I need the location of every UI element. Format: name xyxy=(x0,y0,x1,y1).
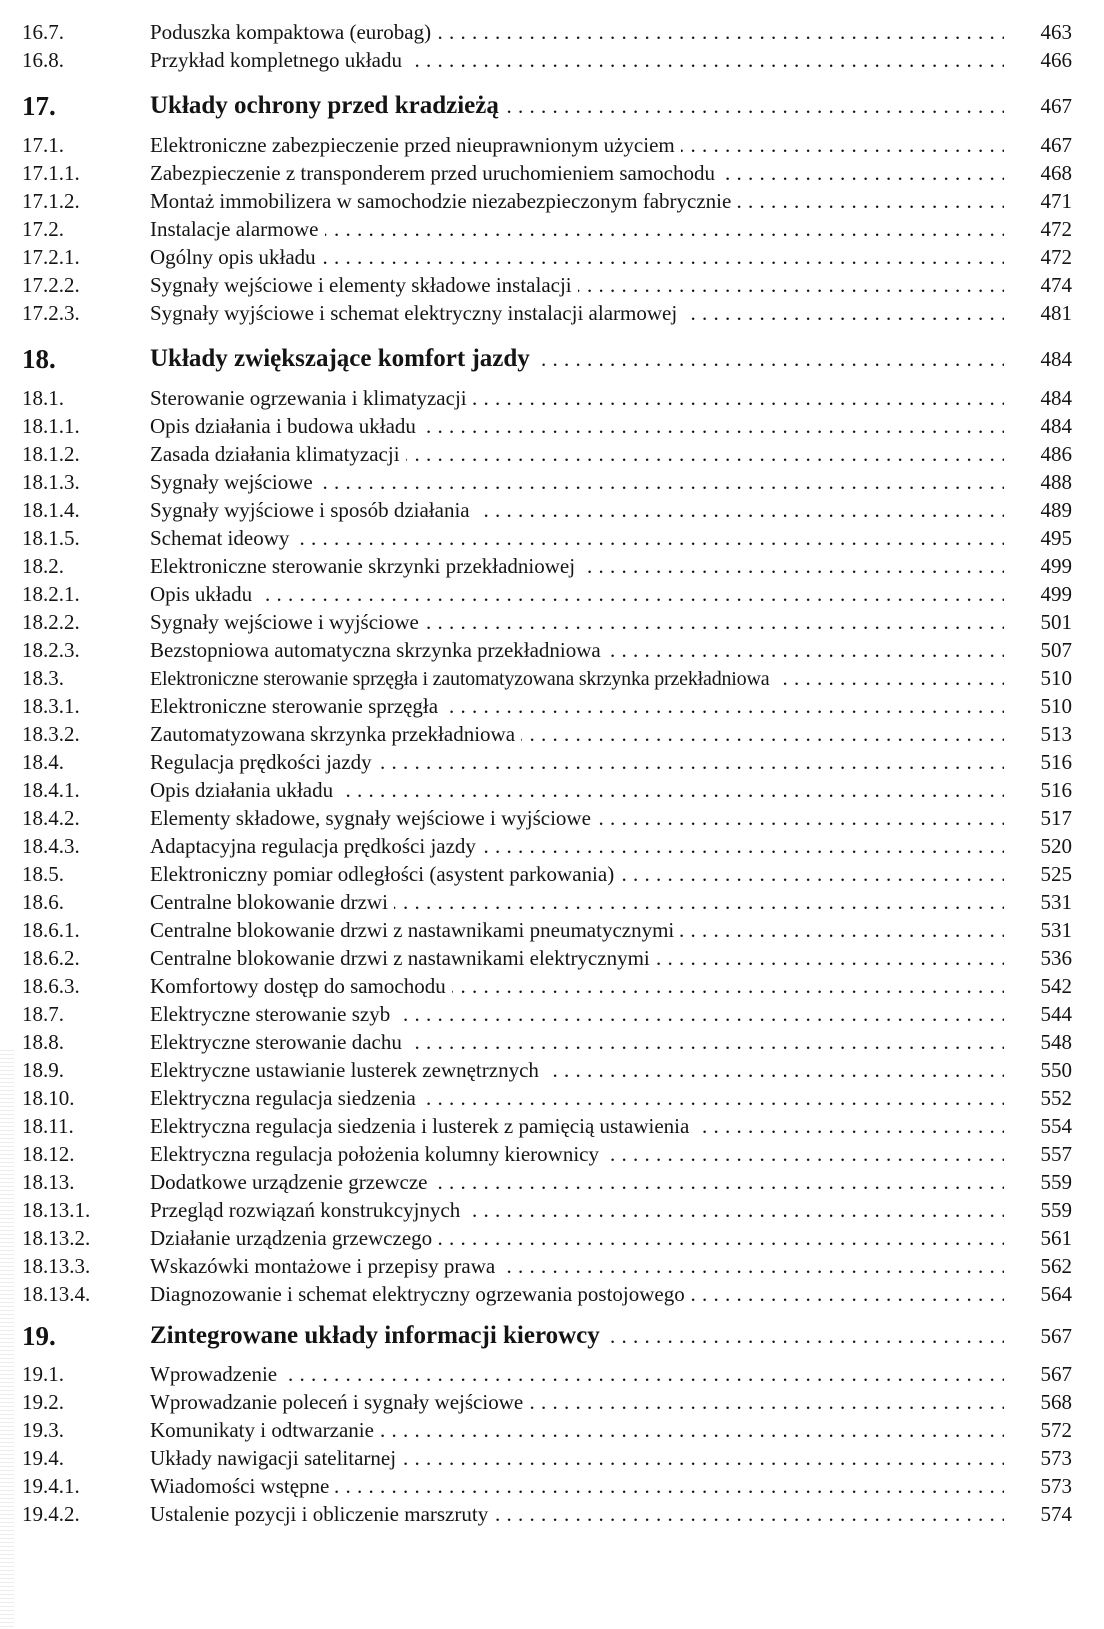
toc-number: 19.4. xyxy=(22,1446,64,1470)
toc-page: 552 xyxy=(1040,1086,1072,1110)
toc-number: 18.8. xyxy=(22,1030,64,1054)
toc-chapter-title: Układy zwiększające komfort jazdy xyxy=(150,345,536,372)
toc-entry xyxy=(22,748,1072,777)
toc-page: 484 xyxy=(1040,347,1072,371)
toc-entry xyxy=(22,608,1072,637)
toc-title: Centralne blokowanie drzwi z nastawnikami pneumatycznymi xyxy=(150,918,680,942)
toc-number: 18.1.5. xyxy=(22,526,80,550)
toc-page: 559 xyxy=(1040,1170,1072,1194)
toc-number: 18.4.1. xyxy=(22,778,80,802)
toc-number: 17.1. xyxy=(22,133,64,157)
toc-title: Elektryczne sterowanie szyb xyxy=(150,1002,396,1026)
toc-entry xyxy=(22,720,1072,749)
toc-title: Wprowadzanie poleceń i sygnały wejściowe xyxy=(150,1390,529,1414)
toc-title: Przegląd rozwiązań konstrukcyjnych xyxy=(150,1198,466,1222)
toc-entry xyxy=(22,243,1072,272)
toc-title: Elektroniczne zabezpieczenie przed nieuprawnionym użyciem xyxy=(150,133,681,157)
toc-number: 18.4.2. xyxy=(22,806,80,830)
toc-number: 18.2.1. xyxy=(22,582,80,606)
toc-number: 18.6.1. xyxy=(22,918,80,942)
toc-title: Poduszka kompaktowa (eurobag) xyxy=(150,20,437,44)
toc-page: 554 xyxy=(1040,1114,1072,1138)
toc-page: 499 xyxy=(1040,554,1072,578)
toc-page: 481 xyxy=(1040,301,1072,325)
toc-page: 567 xyxy=(1040,1362,1072,1386)
toc-entry xyxy=(22,46,1072,75)
toc-entry xyxy=(22,384,1072,413)
toc-title: Zabezpieczenie z transponderem przed uruchomieniem samochodu xyxy=(150,161,721,185)
toc-entry xyxy=(22,1472,1072,1501)
toc-chapter-title: Zintegrowane układy informacji kierowcy xyxy=(150,1322,606,1349)
toc-entry xyxy=(22,496,1072,525)
toc-entry xyxy=(22,159,1072,188)
toc-page: 561 xyxy=(1040,1226,1072,1250)
toc-title: Opis działania układu xyxy=(150,778,339,802)
toc-entry xyxy=(22,1112,1072,1141)
toc-number: 18.13.3. xyxy=(22,1254,91,1278)
toc-number: 18.1. xyxy=(22,386,64,410)
toc-title: Ogólny opis układu xyxy=(150,245,322,269)
toc-number: 18.6.2. xyxy=(22,946,80,970)
toc-chapter-entry xyxy=(22,1320,1072,1352)
toc-page: 507 xyxy=(1040,638,1072,662)
toc-title: Bezstopniowa automatyczna skrzynka przekładniowa xyxy=(150,638,607,662)
toc-entry xyxy=(22,1000,1072,1029)
toc-number: 18.1.4. xyxy=(22,498,80,522)
toc-page: 536 xyxy=(1040,946,1072,970)
toc-entry xyxy=(22,1084,1072,1113)
toc-number: 18.1.3. xyxy=(22,470,80,494)
toc-page: 559 xyxy=(1040,1198,1072,1222)
toc-title: Regulacja prędkości jazdy xyxy=(150,750,378,774)
toc-entry xyxy=(22,944,1072,973)
toc-entry xyxy=(22,1252,1072,1281)
toc-number: 18.5. xyxy=(22,862,64,886)
toc-title: Sygnały wejściowe xyxy=(150,470,319,494)
toc-page: 495 xyxy=(1040,526,1072,550)
toc-page: 574 xyxy=(1040,1502,1072,1526)
toc-entry xyxy=(22,1444,1072,1473)
toc-entry xyxy=(22,888,1072,917)
toc-number: 18.10. xyxy=(22,1086,75,1110)
toc-entry xyxy=(22,1168,1072,1197)
toc-entry xyxy=(22,832,1072,861)
toc-title: Centralne blokowanie drzwi z nastawnikami elektrycznymi xyxy=(150,946,656,970)
toc-page: 567 xyxy=(1040,1324,1072,1348)
toc-number: 18.3.1. xyxy=(22,694,80,718)
toc-number: 18.6.3. xyxy=(22,974,80,998)
toc-entry xyxy=(22,1360,1072,1389)
toc-chapter-number: 18. xyxy=(22,344,56,374)
toc-title: Elementy składowe, sygnały wejściowe i wyjściowe xyxy=(150,806,597,830)
toc-title: Opis układu xyxy=(150,582,258,606)
toc-number: 18.2. xyxy=(22,554,64,578)
toc-title: Komunikaty i odtwarzanie xyxy=(150,1418,380,1442)
toc-page: 562 xyxy=(1040,1254,1072,1278)
toc-chapter-entry xyxy=(22,343,1072,375)
toc-page: 513 xyxy=(1040,722,1072,746)
scan-edge-artifact xyxy=(0,1050,14,1629)
toc-number: 18.4. xyxy=(22,750,64,774)
toc-entry xyxy=(22,776,1072,805)
toc-title: Elektroniczne sterowanie sprzęgła i zautomatyzowana skrzynka przekładniowa xyxy=(150,668,775,690)
toc-number: 17.1.2. xyxy=(22,189,80,213)
toc-title: Komfortowy dostęp do samochodu xyxy=(150,974,452,998)
toc-number: 19.1. xyxy=(22,1362,64,1386)
toc-title: Sygnały wejściowe i wyjściowe xyxy=(150,610,425,634)
toc-title: Zasada działania klimatyzacji xyxy=(150,442,406,466)
toc-number: 16.7. xyxy=(22,20,64,44)
toc-title: Elektryczne ustawianie lusterek zewnętrznych xyxy=(150,1058,545,1082)
toc-number: 18.1.2. xyxy=(22,442,80,466)
toc-title: Instalacje alarmowe xyxy=(150,217,325,241)
toc-page: 516 xyxy=(1040,778,1072,802)
toc-title: Diagnozowanie i schemat elektryczny ogrzewania postojowego xyxy=(150,1282,691,1306)
toc-number: 17.2.1. xyxy=(22,245,80,269)
toc-title: Ustalenie pozycji i obliczenie marszruty xyxy=(150,1502,494,1526)
toc-entry xyxy=(22,1280,1072,1309)
toc-entry xyxy=(22,468,1072,497)
toc-page: 573 xyxy=(1040,1474,1072,1498)
toc-page: 472 xyxy=(1040,217,1072,241)
toc-number: 18.9. xyxy=(22,1058,64,1082)
toc-number: 18.3. xyxy=(22,666,64,690)
toc-number: 16.8. xyxy=(22,48,64,72)
toc-number: 17.2.3. xyxy=(22,301,80,325)
toc-number: 19.3. xyxy=(22,1418,64,1442)
toc-entry xyxy=(22,664,1072,693)
toc-number: 18.4.3. xyxy=(22,834,80,858)
toc-entry xyxy=(22,187,1072,216)
toc-title: Sygnały wejściowe i elementy składowe instalacji xyxy=(150,273,578,297)
toc-number: 18.13.4. xyxy=(22,1282,91,1306)
toc-title: Sterowanie ogrzewania i klimatyzacji xyxy=(150,386,473,410)
toc-entry xyxy=(22,1196,1072,1225)
toc-page: 550 xyxy=(1040,1058,1072,1082)
toc-page: 501 xyxy=(1040,610,1072,634)
toc-number: 18.2.2. xyxy=(22,610,80,634)
toc-page: 484 xyxy=(1040,386,1072,410)
toc-title: Elektroniczny pomiar odległości (asystent parkowania) xyxy=(150,862,620,886)
toc-page: 542 xyxy=(1040,974,1072,998)
toc-number: 18.12. xyxy=(22,1142,75,1166)
toc-page: 520 xyxy=(1040,834,1072,858)
toc-number: 17.2.2. xyxy=(22,273,80,297)
toc-page: 468 xyxy=(1040,161,1072,185)
toc-title: Dodatkowe urządzenie grzewcze xyxy=(150,1170,434,1194)
toc-title: Opis działania i budowa układu xyxy=(150,414,422,438)
toc-title: Elektryczna regulacja położenia kolumny kierownicy xyxy=(150,1142,605,1166)
toc-entry xyxy=(22,972,1072,1001)
toc-page: 573 xyxy=(1040,1446,1072,1470)
toc-page: 467 xyxy=(1040,133,1072,157)
toc-entry xyxy=(22,692,1072,721)
toc-page: 472 xyxy=(1040,245,1072,269)
toc-number: 18.11. xyxy=(22,1114,74,1138)
toc-page: 517 xyxy=(1040,806,1072,830)
toc-page: 548 xyxy=(1040,1030,1072,1054)
toc-title: Sygnały wyjściowe i sposób działania xyxy=(150,498,476,522)
toc-number: 17.2. xyxy=(22,217,64,241)
toc-number: 18.1.1. xyxy=(22,414,80,438)
toc-number: 18.13.1. xyxy=(22,1198,91,1222)
toc-page: 499 xyxy=(1040,582,1072,606)
toc-title: Adaptacyjna regulacja prędkości jazdy xyxy=(150,834,482,858)
toc-page: 510 xyxy=(1040,694,1072,718)
toc-entry xyxy=(22,636,1072,665)
toc-entry xyxy=(22,215,1072,244)
toc-title: Wskazówki montażowe i przepisy prawa xyxy=(150,1254,501,1278)
toc-chapter-title: Układy ochrony przed kradzieżą xyxy=(150,92,505,119)
toc-entry xyxy=(22,131,1072,160)
toc-page: 467 xyxy=(1040,94,1072,118)
toc-entry xyxy=(22,1056,1072,1085)
toc-title: Wprowadzenie xyxy=(150,1362,283,1386)
toc-entry xyxy=(22,580,1072,609)
toc-entry xyxy=(22,1224,1072,1253)
toc-title: Elektryczna regulacja siedzenia i lusterek z pamięcią ustawienia xyxy=(150,1114,695,1138)
toc-page: 474 xyxy=(1040,273,1072,297)
toc-title: Montaż immobilizera w samochodzie niezabezpieczonym fabrycznie xyxy=(150,189,737,213)
toc-page: 471 xyxy=(1040,189,1072,213)
toc-title: Zautomatyzowana skrzynka przekładniowa xyxy=(150,722,521,746)
toc-number: 18.2.3. xyxy=(22,638,80,662)
toc-entry xyxy=(22,804,1072,833)
toc-number: 19.4.1. xyxy=(22,1474,80,1498)
toc-entry xyxy=(22,299,1072,328)
toc-page: 486 xyxy=(1040,442,1072,466)
toc-title: Elektryczna regulacja siedzenia xyxy=(150,1086,422,1110)
toc-page: 572 xyxy=(1040,1418,1072,1442)
toc-chapter-number: 17. xyxy=(22,91,56,121)
toc-title: Działanie urządzenia grzewczego xyxy=(150,1226,438,1250)
toc-title: Sygnały wyjściowe i schemat elektryczny instalacji alarmowej xyxy=(150,301,683,325)
toc-page: 557 xyxy=(1040,1142,1072,1166)
toc-entry xyxy=(22,271,1072,300)
toc-number: 18.13. xyxy=(22,1170,75,1194)
toc-page: 516 xyxy=(1040,750,1072,774)
toc-chapter-number: 19. xyxy=(22,1321,56,1351)
toc-page: 510 xyxy=(1040,666,1072,690)
toc-number: 18.6. xyxy=(22,890,64,914)
toc-entry xyxy=(22,860,1072,889)
toc-page: 463 xyxy=(1040,20,1072,44)
toc-title: Przykład kompletnego układu xyxy=(150,48,408,72)
toc-number: 19.4.2. xyxy=(22,1502,80,1526)
toc-page: 489 xyxy=(1040,498,1072,522)
toc-entry xyxy=(22,1416,1072,1445)
toc-page: 531 xyxy=(1040,890,1072,914)
toc-entry xyxy=(22,412,1072,441)
toc-number: 18.7. xyxy=(22,1002,64,1026)
toc-title: Centralne blokowanie drzwi xyxy=(150,890,394,914)
toc-title: Elektroniczne sterowanie skrzynki przekładniowej xyxy=(150,554,581,578)
toc-page: 568 xyxy=(1040,1390,1072,1414)
toc-entry xyxy=(22,18,1072,47)
toc-entry xyxy=(22,1500,1072,1529)
toc-page: 531 xyxy=(1040,918,1072,942)
toc-title: Schemat ideowy xyxy=(150,526,295,550)
toc-page: 466 xyxy=(1040,48,1072,72)
toc-entry xyxy=(22,916,1072,945)
toc-title: Elektryczne sterowanie dachu xyxy=(150,1030,408,1054)
toc-entry xyxy=(22,1388,1072,1417)
toc-entry xyxy=(22,440,1072,469)
toc-entry xyxy=(22,1028,1072,1057)
toc-number: 17.1.1. xyxy=(22,161,80,185)
toc-title: Elektroniczne sterowanie sprzęgła xyxy=(150,694,444,718)
toc-number: 19.2. xyxy=(22,1390,64,1414)
toc-number: 18.3.2. xyxy=(22,722,80,746)
toc-entry xyxy=(22,1140,1072,1169)
toc-entry xyxy=(22,552,1072,581)
toc-title: Układy nawigacji satelitarnej xyxy=(150,1446,402,1470)
toc-page: 484 xyxy=(1040,414,1072,438)
toc-page: 525 xyxy=(1040,862,1072,886)
toc-number: 18.13.2. xyxy=(22,1226,91,1250)
toc-page: 488 xyxy=(1040,470,1072,494)
toc-page: 564 xyxy=(1040,1282,1072,1306)
toc-page: 544 xyxy=(1040,1002,1072,1026)
toc-title: Wiadomości wstępne xyxy=(150,1474,335,1498)
toc-entry xyxy=(22,524,1072,553)
toc-chapter-entry xyxy=(22,90,1072,122)
